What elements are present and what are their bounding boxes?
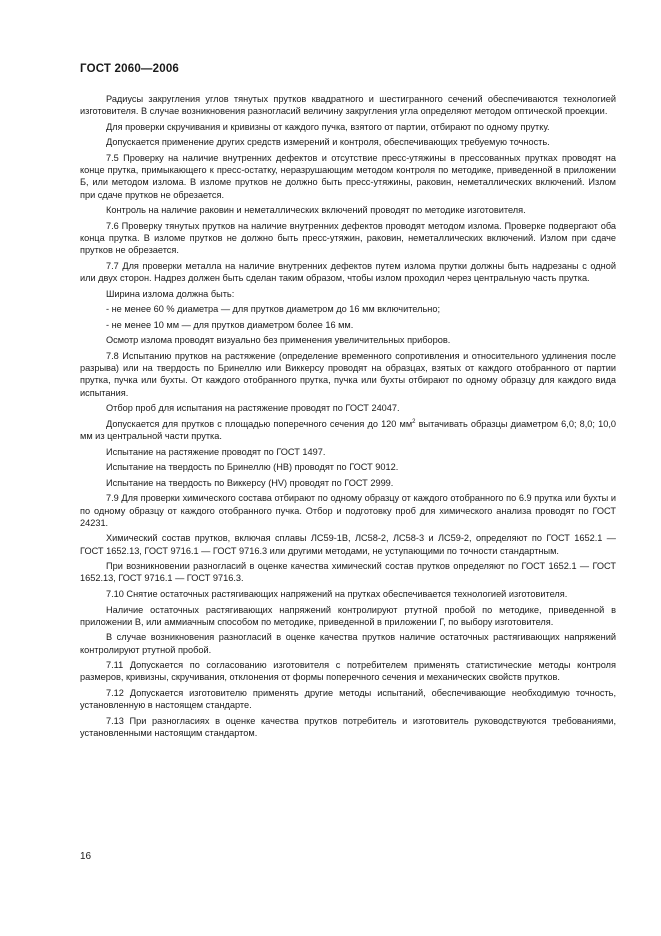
area-text-before: Допускается для прутков с площадью поперечного сечения до 120 мм (106, 418, 413, 429)
area-text-after: вытачивать образцы диаметром 6,0; 8,0; 10,0 мм из центральной части прутка. (80, 418, 616, 441)
area-superscript: 2 (412, 418, 416, 425)
paragraph: Испытание на растяжение проводят по ГОСТ 1497. (106, 446, 326, 457)
paragraph-7-12: 7.12 Допускается изготовителю применять другие методы испытаний, обеспечивающие необходимую точность, установленную в настоящем стандарте. (80, 687, 616, 711)
paragraph: Для проверки скручивания и кривизны от каждого пучка, взятого от партии, отбирают по одному прутку. (106, 121, 550, 132)
paragraph: В случае возникновения разногласий в оценке качества прутков наличие остаточных растягивающих напряжений контролируют ртутной пробой. (80, 632, 616, 655)
paragraph: Допускается применение других средств измерений и контроля, обеспечивающих требуемую точность. (106, 137, 550, 148)
paragraph: При возникновении разногласий в оценке качества химический состав прутков определяют по ГОСТ 1652.1 — ГОСТ 1652.13, ГОСТ 9716.1 — ГОСТ 9716.3. (80, 561, 616, 584)
paragraph-area (80, 418, 616, 442)
paragraph-7-5: 7.5 Проверку на наличие внутренних дефектов и отсутствие пресс-утяжины в прессованных прутках проводят на конце прутка, примыкающего к пресс-остатку, неразрушающим методом контроля по методике, приведенной в приложении Б, или методом излома. В изломе прутков не должно быть пресс-утяжины, раковин, неметаллических включений. Излом при сдаче прутков не обрезается. (80, 152, 616, 200)
paragraph-7-7: 7.7 Для проверки металла на наличие внутренних дефектов путем излома прутки должны быть надрезаны с одной или двух сторон. Надрез должен быть сделан таким образом, чтобы излом проходил через центральную часть прутка. (80, 260, 616, 283)
paragraph: Радиусы закругления углов тянутых прутков квадратного и шестигранного сечений обеспечиваются технологией изготовителя. В случае возникновения разногласий величину закругления угла определяют методом оптической проекции. (80, 94, 616, 117)
document-body (80, 93, 616, 743)
paragraph: Ширина излома должна быть: (106, 288, 235, 299)
paragraph: Отбор проб для испытания на растяжение проводят по ГОСТ 24047. (106, 403, 400, 414)
paragraph: Осмотр излома проводят визуально без применения увеличительных приборов. (106, 335, 451, 346)
paragraph-7-13: 7.13 При разногласиях в оценке качества прутков потребитель и изготовитель руководствуются требованиями, установленными настоящим стандартом. (80, 715, 616, 738)
paragraph: Контроль на наличие раковин и неметаллических включений проводят по методике изготовителя. (106, 205, 526, 216)
paragraph-7-6: 7.6 Проверку тянутых прутков на наличие внутренних дефектов проводят методом излома. Проверке подвергают оба конца прутка. В изломе прутков не должно быть пресс-утяжин, раковин, неметаллических включений. Излом при сдаче прутков не обрезается. (80, 220, 616, 256)
paragraph: Испытание на твердость по Бринеллю (НВ) проводят по ГОСТ 9012. (106, 462, 399, 473)
page-number: 16 (80, 851, 92, 862)
document-header: ГОСТ 2060—2006 (80, 63, 180, 75)
paragraph-7-11: 7.11 Допускается по согласованию изготовителя с потребителем применять статистические методы контроля размеров, кривизны, скручивания, отклонения от формы поперечного сечения и механических свойств прутков. (80, 660, 616, 683)
paragraph-7-10: 7.10 Снятие остаточных растягивающих напряжений на прутках обеспечивается технологией изготовителя. (106, 588, 568, 599)
paragraph: Химический состав прутков, включая сплавы ЛС59-1В, ЛС58-2, ЛС58-3 и ЛС59-2, определяют по ГОСТ 1652.1 — ГОСТ 1652.13, ГОСТ 9716.1 — ГОСТ 9716.3 или другими методами, не уступающими по точности стандартным. (80, 533, 616, 556)
paragraph-7-8: 7.8 Испытанию прутков на растяжение (определение временного сопротивления и относительного удлинения после разрыва) или на твердость по Бринеллю или Виккерсу проводят на образцах, взятых от каждого отобранного от партии прутка, пучка или бухты. От каждого отобранного прутка, пучка или бухты отбирают по одному образцу для каждого вида испытания. (80, 350, 616, 398)
paragraph: Наличие остаточных растягивающих напряжений контролируют ртутной пробой по методике, приведенной в приложении В, или аммиачным способом по методике, приведенной в приложении Г, по выбору изготовителя. (80, 604, 616, 627)
list-item: - не менее 60 % диаметра — для прутков диаметром до 16 мм включительно; (106, 304, 441, 315)
paragraph-7-9: 7.9 Для проверки химического состава отбирают по одному образцу от каждого отобранного по 6.9 прутка или бухты и по одному образцу от каждого отобранного пучка. Отбор и подготовку проб для химического анализа проводят по ГОСТ 24231. (80, 493, 616, 528)
list-item: - не менее 10 мм — для прутков диаметром более 16 мм. (106, 319, 354, 330)
paragraph: Испытание на твердость по Виккерсу (HV) проводят по ГОСТ 2999. (106, 477, 394, 488)
